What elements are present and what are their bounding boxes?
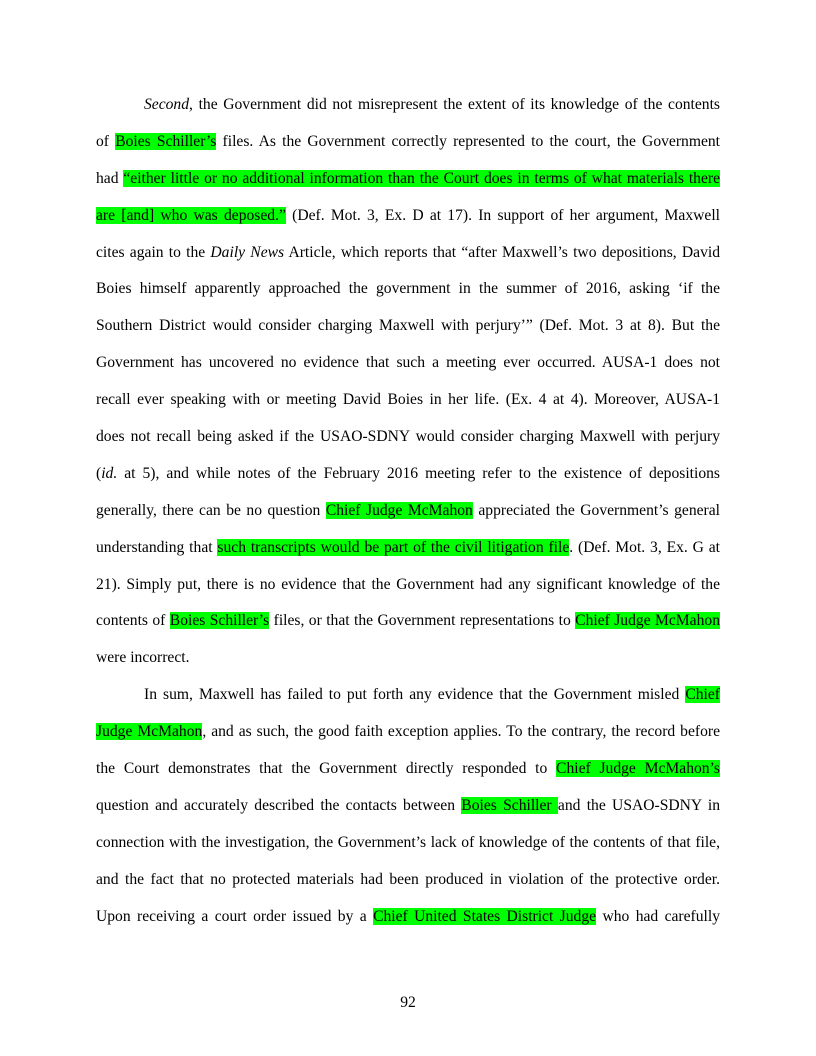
text-line: contents of Boies Schiller’s files, or that the Government representations to Chief Judge McMahon bbox=[96, 612, 720, 630]
text-line: were incorrect. bbox=[96, 649, 190, 667]
highlighted-text: Chief Judge McMahon bbox=[575, 612, 720, 630]
highlighted-text: Chief Judge McMahon’s bbox=[556, 760, 720, 778]
text-line: (id. at 5), and while notes of the February 2016 meeting refer to the existence of depositions bbox=[96, 464, 720, 482]
text-line: cites again to the Daily News Article, which reports that “after Maxwell’s two depositions, David bbox=[96, 243, 720, 261]
text-line: understanding that such transcripts would be part of the civil litigation file. (Def. Mot. 3, Ex. G at bbox=[96, 538, 720, 556]
text-line: does not recall being asked if the USAO-SDNY would consider charging Maxwell with perjury bbox=[96, 428, 720, 446]
text-line: question and accurately described the contacts between Boies Schiller and the USAO-SDNY in bbox=[96, 796, 720, 814]
highlighted-text: Boies Schiller’s bbox=[115, 132, 217, 150]
highlighted-text: Judge McMahon bbox=[96, 723, 203, 741]
highlighted-text: Chief Judge McMahon bbox=[325, 501, 473, 519]
text-line: Boies himself apparently approached the government in the summer of 2016, asking ‘if the bbox=[96, 280, 720, 298]
text-line: connection with the investigation, the Government’s lack of knowledge of the contents of that file, bbox=[96, 833, 720, 851]
text-line: the Court demonstrates that the Government directly responded to Chief Judge McMahon’s bbox=[96, 760, 720, 778]
text-line: of Boies Schiller’s files. As the Government correctly represented to the court, the Government bbox=[96, 132, 721, 150]
highlighted-text: Chief bbox=[685, 686, 720, 704]
text-line: Government has uncovered no evidence that such a meeting ever occurred. AUSA-1 does not bbox=[96, 354, 720, 372]
highlighted-text: Chief United States District Judge bbox=[373, 907, 597, 925]
text-line: Second, the Government did not misrepresent the extent of its knowledge of the contents bbox=[144, 96, 720, 113]
italic-citation: id. bbox=[101, 464, 118, 482]
highlighted-text: are [and] who was deposed.” bbox=[96, 206, 286, 224]
text-line: Southern District would consider charging Maxwell with perjury’” (Def. Mot. 3 at 8). But the bbox=[96, 317, 720, 335]
highlighted-text: such transcripts would be part of the civil litigation file bbox=[217, 538, 570, 556]
text-line: and the fact that no protected materials had been produced in violation of the protective order. bbox=[96, 870, 720, 888]
text-line: had “either little or no additional information than the Court does in terms of what materials there bbox=[96, 169, 721, 187]
text-line: are [and] who was deposed.” (Def. Mot. 3, Ex. D at 17). In support of her argument, Maxwell bbox=[96, 206, 720, 224]
italic-title: Daily News bbox=[210, 243, 285, 261]
italic-emphasis: Second bbox=[144, 96, 190, 113]
text-line: In sum, Maxwell has failed to put forth any evidence that the Government misled Chief bbox=[144, 686, 720, 704]
body-text bbox=[96, 92, 720, 940]
text-line: recall ever speaking with or meeting David Boies in her life. (Ex. 4 at 4). Moreover, AUSA-1 bbox=[96, 391, 720, 409]
highlighted-text: Boies Schiller’s bbox=[169, 612, 270, 630]
text-line: 21). Simply put, there is no evidence that the Government had any significant knowledge of the bbox=[96, 575, 720, 593]
text-line: Judge McMahon, and as such, the good faith exception applies. To the contrary, the record before bbox=[96, 723, 720, 741]
highlighted-text: “either little or no additional information than the Court does in terms of what materials there bbox=[123, 169, 721, 187]
text-line: generally, there can be no question Chief Judge McMahon appreciated the Government’s general bbox=[96, 501, 720, 519]
text-line: Upon receiving a court order issued by a Chief United States District Judge who had carefully bbox=[96, 907, 720, 925]
highlighted-text: Boies Schiller bbox=[461, 796, 558, 814]
page-number: 92 bbox=[400, 994, 416, 1011]
